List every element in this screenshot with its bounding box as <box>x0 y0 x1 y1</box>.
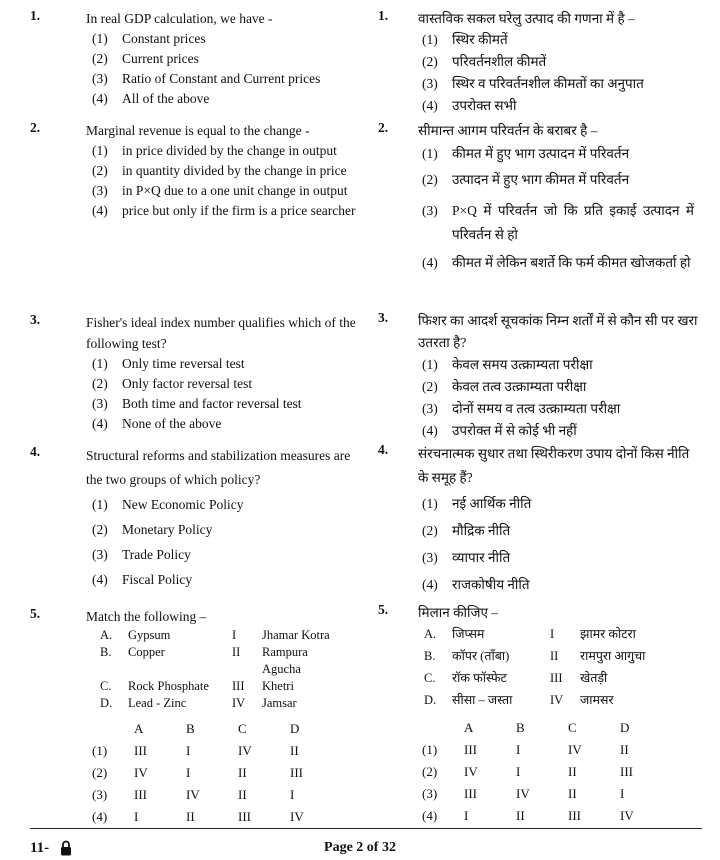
match-row: D. Lead - Zinc IV Jamsar <box>100 696 297 710</box>
question-text: Match the following – <box>86 609 207 624</box>
question-text: Marginal revenue is equal to the change - <box>86 123 310 138</box>
option: (2) परिवर्तनशील कीमतें <box>422 54 547 69</box>
booklet-code: 11- <box>30 840 50 856</box>
option: (1) New Economic Policy <box>92 497 244 512</box>
question-4-en <box>30 444 370 592</box>
option: (1) कीमत में हुए भाग उत्पादन में परिवर्तन <box>422 146 630 161</box>
question-1-hi <box>378 8 698 117</box>
question-number: 3. <box>378 310 389 325</box>
option: (4) उपरोक्त सभी <box>422 98 517 113</box>
option: (1) नई आर्थिक नीति <box>422 496 532 511</box>
answer-grid <box>422 717 698 827</box>
option: (3) P×Q में परिवर्तन जो कि प्रति इकाई उत्पादन में परिवर्तन से हो <box>422 203 694 242</box>
grid-header: A B C D <box>134 721 300 736</box>
option: (3) दोनों समय व तत्व उत्क्राम्यता परीक्षा <box>422 401 621 416</box>
option: (2) Current prices <box>92 51 199 66</box>
option: (2) Only factor reversal test <box>92 376 253 391</box>
grid-row: (2) IV I II III <box>422 764 633 779</box>
grid-row: (2) IV I II III <box>92 765 303 780</box>
option: (4) Fiscal Policy <box>92 572 193 587</box>
question-text: मिलान कीजिए – <box>418 605 499 620</box>
question-5-en <box>30 606 370 828</box>
match-row: C. रॉक फॉस्फेट III खेतड़ी <box>424 671 608 685</box>
option: (4) None of the above <box>92 416 222 431</box>
match-list <box>424 623 698 711</box>
option: (3) व्यापार नीति <box>422 550 511 565</box>
option: (1) स्थिर कीमतें <box>422 32 508 47</box>
question-text: Structural reforms and stabilization measures are the two groups of which policy? <box>86 448 351 487</box>
grid-row: (3) III IV II I <box>92 787 295 802</box>
option: (3) Trade Policy <box>92 547 191 562</box>
question-number: 5. <box>30 606 41 621</box>
question-text: संरचनात्मक सुधार तथा स्थिरीकरण उपाय दोनों किस नीति के समूह हैं? <box>418 446 690 485</box>
option: (2) Monetary Policy <box>92 522 213 537</box>
question-number: 1. <box>378 8 389 23</box>
grid-row: (1) III I IV II <box>422 742 629 757</box>
question-number: 4. <box>30 444 41 459</box>
option: (3) Both time and factor reversal test <box>92 396 302 411</box>
option: (1) Only time reversal test <box>92 356 245 371</box>
option: (4) कीमत में लेकिन बशर्ते कि फर्म कीमत खोजकर्ता हो <box>422 255 691 270</box>
question-2-hi <box>378 120 698 275</box>
match-row: C. Rock Phosphate III Khetri <box>100 679 294 693</box>
question-3-hi <box>378 310 698 442</box>
page-footer <box>0 828 720 860</box>
grid-row: (1) III I IV II <box>92 743 299 758</box>
question-1-en <box>30 8 370 109</box>
question-text: वास्तविक सकल घरेलु उत्पाद की गणना में है – <box>418 11 635 26</box>
match-row: B. Copper II Rampura Agucha <box>100 645 308 676</box>
question-text: फिशर का आदर्श सूचकांक निम्न शर्तों में से कौन सी पर खरा उतरता है? <box>418 313 698 350</box>
question-4-hi <box>378 442 698 598</box>
question-number: 5. <box>378 602 389 617</box>
option: (1) केवल समय उत्क्राम्यता परीक्षा <box>422 357 593 372</box>
footer-divider <box>30 828 702 829</box>
option: (3) स्थिर व परिवर्तनशील कीमतों का अनुपात <box>422 76 644 91</box>
option: (1) Constant prices <box>92 31 206 46</box>
option: (4) उपरोक्त में से कोई भी नहीं <box>422 423 577 438</box>
option: (3) Ratio of Constant and Current prices <box>92 71 321 86</box>
question-number: 2. <box>30 120 41 135</box>
question-3-en <box>30 312 370 434</box>
question-text: In real GDP calculation, we have - <box>86 11 273 26</box>
question-5-hi <box>378 602 698 827</box>
question-number: 4. <box>378 442 389 457</box>
option: (2) उत्पादन में हुए भाग कीमत में परिवर्तन <box>422 172 630 187</box>
match-row: B. कॉपर (ताँबा) II रामपुरा आगुचा <box>424 649 646 663</box>
match-row: D. सीसा – जस्ता IV जामसर <box>424 693 614 707</box>
option: (2) केवल तत्व उत्क्राम्यता परीक्षा <box>422 379 587 394</box>
grid-row: (4) I II III IV <box>92 809 304 824</box>
grid-header: A B C D <box>464 720 630 735</box>
option: (4) price but only if the firm is a price searcher <box>92 203 356 218</box>
match-list <box>100 627 370 712</box>
question-number: 2. <box>378 120 389 135</box>
page-number: Page 2 of 32 <box>324 840 396 855</box>
question-number: 1. <box>30 8 41 23</box>
option: (3) in P×Q due to a one unit change in output <box>92 183 348 198</box>
question-number: 3. <box>30 312 41 327</box>
question-2-en <box>30 120 370 221</box>
question-text: Fisher's ideal index number qualifies which of the following test? <box>86 315 356 351</box>
option: (2) in quantity divided by the change in price <box>92 163 347 178</box>
question-text: सीमान्त आगम परिवर्तन के बराबर है – <box>418 123 598 138</box>
option: (1) in price divided by the change in output <box>92 143 337 158</box>
match-row: A. जिप्सम I झामर कोटरा <box>424 627 636 641</box>
match-row: A. Gypsum I Jhamar Kotra <box>100 628 330 642</box>
grid-row: (3) III IV II I <box>422 786 625 801</box>
grid-row: (4) I II III IV <box>422 808 634 823</box>
option: (4) राजकोषीय नीति <box>422 577 530 592</box>
option: (4) All of the above <box>92 91 210 106</box>
option: (2) मौद्रिक नीति <box>422 523 511 538</box>
answer-grid <box>92 718 370 828</box>
